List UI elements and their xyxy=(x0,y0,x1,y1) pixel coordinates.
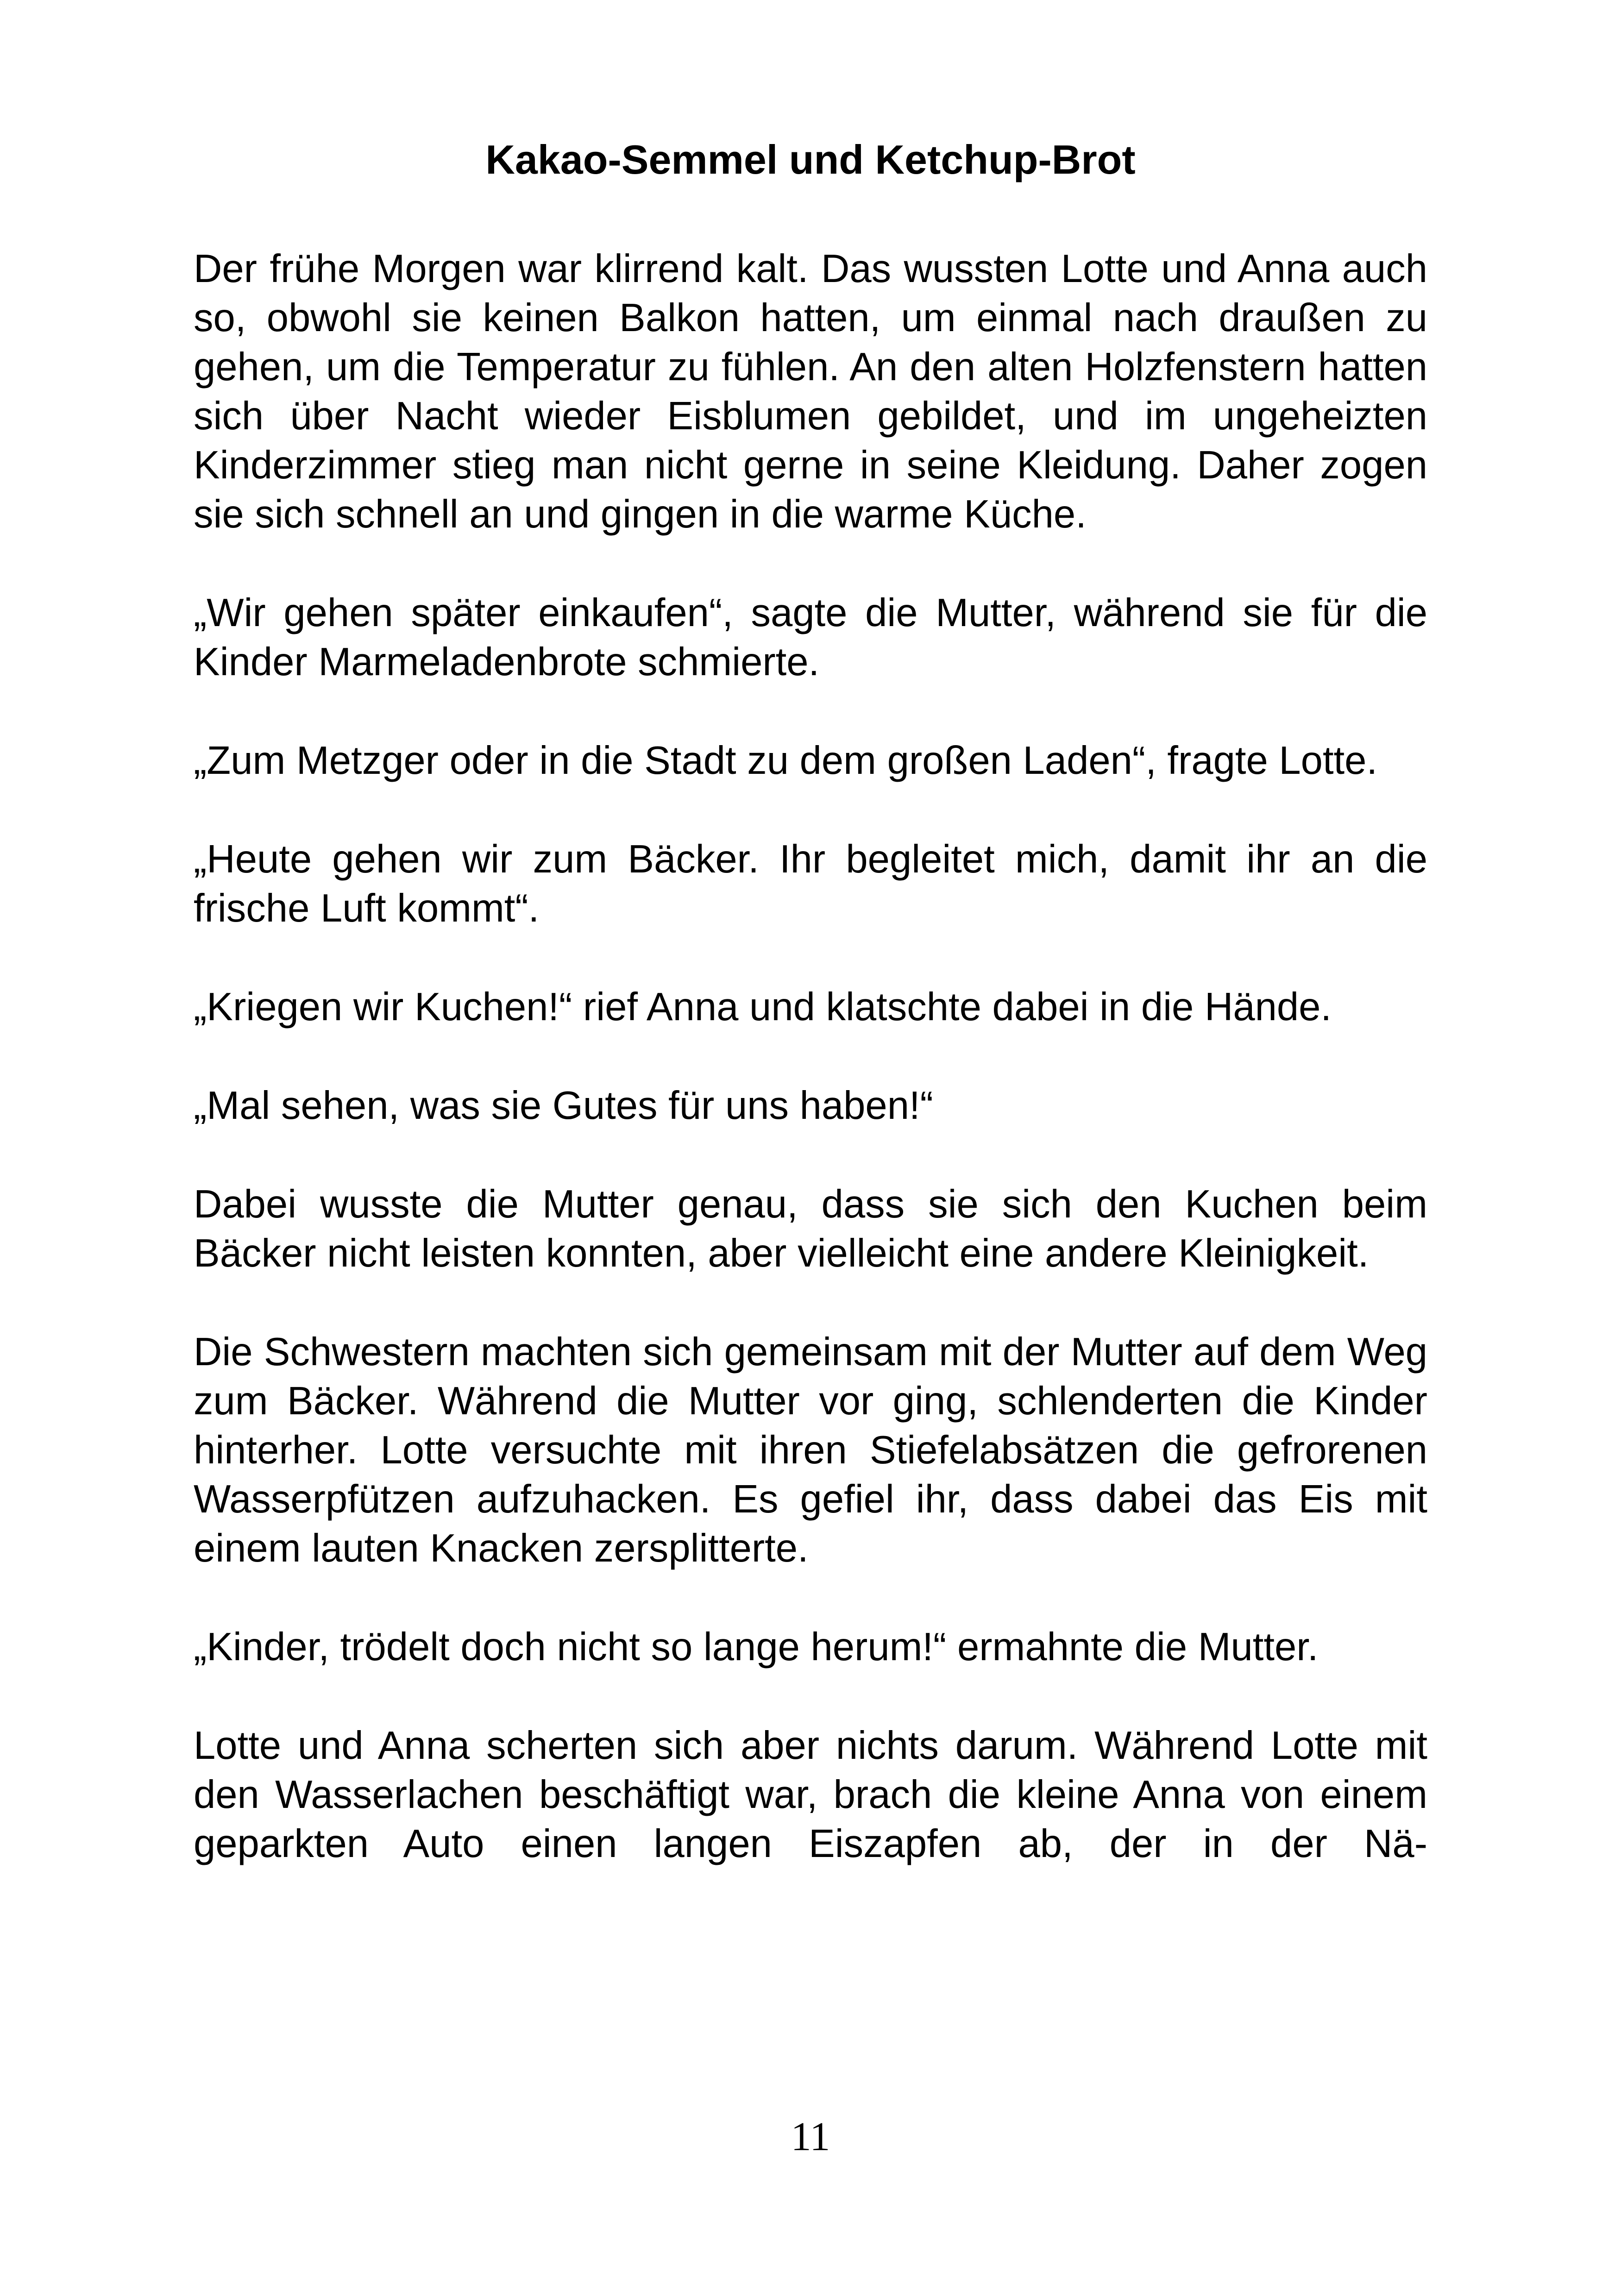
paragraph: Dabei wusste die Mutter genau, dass sie sich den Kuchen beim Bäcker nicht leisten konnten, aber vielleicht eine andere Kleinigkeit. xyxy=(194,1182,1427,1275)
paragraph: Lotte und Anna scherten sich aber nichts darum. Während Lotte mit den Wasserlachen beschäftigt war, brach die kleine Anna von einem geparkten Auto einen langen Eiszapfen ab, der in der Nä- xyxy=(194,1724,1427,1866)
paragraph: Der frühe Morgen war klirrend kalt. Das wussten Lotte und Anna auch so, obwohl sie keinen Balkon hatten, um einmal nach draußen zu gehen, um die Temperatur zu fühlen. An den alten Holzfenstern hatten sich über Nacht wieder Eisblumen gebildet, und im ungeheizten Kinderzimmer stieg man nicht gerne in seine Kleidung. Daher zogen sie sich schnell an und gingen in die warme Küche. xyxy=(194,247,1427,536)
paragraph: „Kriegen wir Kuchen!“ rief Anna und klatschte dabei in die Hände. xyxy=(194,985,1332,1029)
body-text xyxy=(194,245,1427,1918)
paragraph: „Mal sehen, was sie Gutes für uns haben!“ xyxy=(194,1084,933,1128)
paragraph: „Heute gehen wir zum Bäcker. Ihr begleitet mich, damit ihr an die frische Luft kommt“. xyxy=(194,837,1427,930)
paragraph: Die Schwestern machten sich gemeinsam mit der Mutter auf dem Weg zum Bäcker. Während die Mutter vor ging, schlenderten die Kinder hinterher. Lotte versuchte mit ihren Stiefelabsätzen die gefrorenen Wasserpfützen aufzuhacken. Es gefiel ihr, dass dabei das Eis mit einem lauten Knacken zersplitterte. xyxy=(194,1330,1427,1570)
paragraph: „Kinder, trödelt doch nicht so lange herum!“ ermahnte die Mutter. xyxy=(194,1625,1319,1669)
page-number: 11 xyxy=(791,2114,830,2159)
paragraph: „Zum Metzger oder in die Stadt zu dem großen Laden“, fragte Lotte. xyxy=(194,739,1378,783)
paragraph: „Wir gehen später einkaufen“, sagte die Mutter, während sie für die Kinder Marmeladenbrote schmierte. xyxy=(194,591,1427,684)
chapter-title: Kakao-Semmel und Ketchup-Brot xyxy=(485,137,1136,182)
